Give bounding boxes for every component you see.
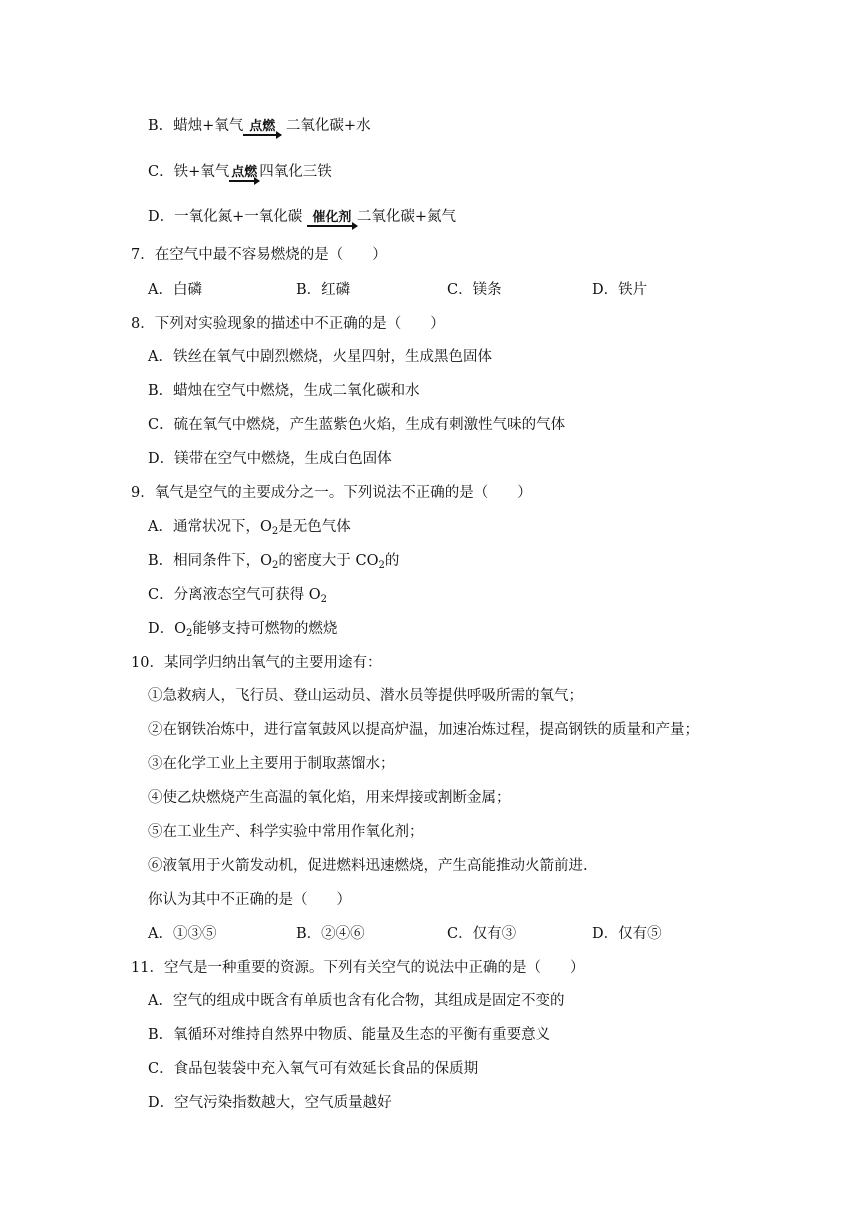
q9-option-c <box>148 585 327 605</box>
q8-option-b: B．蜡烛在空气中燃烧，生成二氧化碳和水 <box>148 383 420 399</box>
q10-stem: 10．某同学归纳出氧气的主要用途有： <box>131 655 382 671</box>
subscript: 2 <box>272 560 279 571</box>
products: 二氧化碳+氮气 <box>356 209 457 225</box>
q10-item-4: ④使乙炔燃烧产生高温的氧化焰，用来焊接或割断金属； <box>148 790 511 806</box>
q10-item-6: ⑥液氧用于火箭发动机，促进燃料迅速燃烧，产生高能推动火箭前进. <box>148 858 588 874</box>
option-label: D． <box>148 209 175 225</box>
q6-option-d <box>148 207 456 227</box>
subscript: 2 <box>320 594 327 605</box>
q7-option-d: D．铁片 <box>592 282 648 298</box>
reaction-arrow <box>229 166 259 182</box>
q6-option-b <box>148 116 371 136</box>
reactants: 蜡烛+氧气 <box>173 118 244 134</box>
subscript: 2 <box>271 526 279 537</box>
text: C．分离液态空气可获得 O <box>148 587 321 603</box>
q9-option-a <box>148 517 351 537</box>
q10-option-b: B．②④⑥ <box>296 926 365 942</box>
q11-option-c: C．食品包装袋中充入氧气可有效延长食品的保质期 <box>148 1061 479 1077</box>
text: 的 <box>384 553 400 569</box>
q10-item-1: ①急救病人，飞行员、登山运动员、潜水员等提供呼吸所需的氧气； <box>148 688 583 704</box>
q7-option-c: C．镁条 <box>447 282 502 298</box>
option-label: C． <box>148 164 174 180</box>
q11-option-d: D．空气污染指数越大，空气质量越好 <box>148 1095 392 1111</box>
q10-option-c: C．仅有③ <box>447 926 517 942</box>
reaction-condition: 点燃 <box>249 119 276 134</box>
q7-stem: 7．在空气中最不容易燃烧的是（ ） <box>131 247 387 263</box>
q7-option-b: B．红磷 <box>296 282 351 298</box>
q7-option-a: A．白磷 <box>148 282 202 298</box>
text: 是无色气体 <box>278 519 351 535</box>
q10-item-3: ③在化学工业上主要用于制取蒸馏水； <box>148 756 395 772</box>
q11-stem: 11．空气是一种重要的资源。下列有关空气的说法中正确的是（ ） <box>131 960 585 976</box>
text: 的密度大于 CO <box>278 553 379 569</box>
text: A．通常状况下，O <box>148 519 272 535</box>
q8-option-c: C．硫在氧气中燃烧，产生蓝紫色火焰，生成有刺激性气味的气体 <box>148 417 566 433</box>
q10-question: 你认为其中不正确的是（ ） <box>148 892 351 908</box>
q8-stem: 8．下列对实验现象的描述中不正确的是（ ） <box>131 316 445 332</box>
reaction-arrow <box>243 120 281 136</box>
products: 二氧化碳+水 <box>285 118 371 134</box>
text: 能够支持可燃物的燃烧 <box>192 621 338 637</box>
q10-item-2: ②在钢铁冶炼中，进行富氧鼓风以提高炉温，加速冶炼过程，提高钢铁的质量和产量； <box>148 722 699 738</box>
q10-option-d: D．仅有⑤ <box>592 926 662 942</box>
subscript: 2 <box>186 628 193 639</box>
q9-stem: 9．氧气是空气的主要成分之一。下列说法不正确的是（ ） <box>131 485 532 501</box>
subscript: 2 <box>378 560 385 571</box>
products: 四氧化三铁 <box>259 164 332 180</box>
q8-option-a: A．铁丝在氧气中剧烈燃烧，火星四射，生成黑色固体 <box>148 349 492 365</box>
reaction-arrow <box>307 211 357 227</box>
option-label: B． <box>148 118 174 134</box>
reactants: 铁+氧气 <box>173 164 230 180</box>
q10-option-a: A．①③⑤ <box>148 926 217 942</box>
q9-option-d <box>148 619 337 639</box>
q11-option-a: A．空气的组成中既含有单质也含有化合物，其组成是固定不变的 <box>148 993 565 1009</box>
q11-option-b: B．氧循环对维持自然界中物质、能量及生态的平衡有重要意义 <box>148 1027 551 1043</box>
reaction-condition: 点燃 <box>231 165 258 180</box>
q10-item-5: ⑤在工业生产、科学实验中常用作氧化剂； <box>148 824 424 840</box>
text: D．O <box>148 621 187 637</box>
text: B．相同条件下，O <box>148 553 273 569</box>
q9-option-b <box>148 551 399 571</box>
q8-option-d: D．镁带在空气中燃烧，生成白色固体 <box>148 451 392 467</box>
reactants: 一氧化氮+一氧化碳 <box>174 209 303 225</box>
reaction-condition: 催化剂 <box>312 210 352 225</box>
q6-option-c <box>148 162 332 182</box>
